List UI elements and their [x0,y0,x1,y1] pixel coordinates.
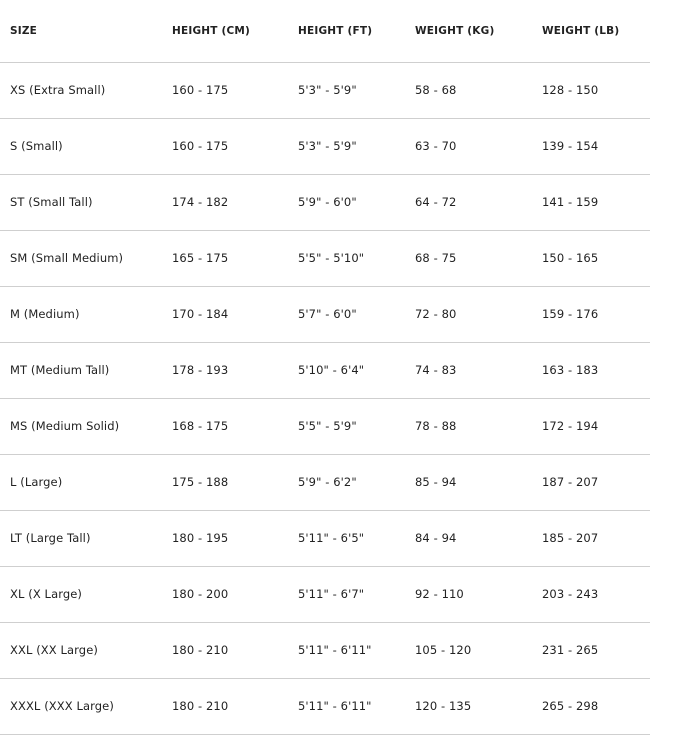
table-row [0,175,650,231]
cell-size: ST (Small Tall) [10,194,93,209]
cell-height-ft: 5'7" - 6'0" [298,306,357,321]
cell-weight-lb: 163 - 183 [542,362,599,377]
table-row [0,455,650,511]
table-row [0,511,650,567]
cell-height-cm: 180 - 210 [172,642,229,657]
cell-height-cm: 168 - 175 [172,418,229,433]
cell-size: S (Small) [10,138,63,153]
cell-weight-kg: 85 - 94 [415,474,457,489]
cell-height-ft: 5'9" - 6'0" [298,194,357,209]
table-row [0,231,650,287]
cell-height-ft: 5'11" - 6'11" [298,642,372,657]
table-row [0,679,650,735]
cell-height-ft: 5'11" - 6'11" [298,698,372,713]
cell-height-cm: 165 - 175 [172,250,229,265]
cell-weight-kg: 84 - 94 [415,530,457,545]
cell-height-cm: 174 - 182 [172,194,229,209]
cell-size: L (Large) [10,474,63,489]
cell-height-ft: 5'5" - 5'9" [298,418,357,433]
cell-height-cm: 175 - 188 [172,474,229,489]
cell-weight-kg: 78 - 88 [415,418,457,433]
cell-height-cm: 178 - 193 [172,362,229,377]
cell-height-ft: 5'3" - 5'9" [298,138,357,153]
cell-height-ft: 5'11" - 6'7" [298,586,365,601]
cell-weight-lb: 141 - 159 [542,194,599,209]
cell-height-cm: 180 - 195 [172,530,229,545]
cell-weight-kg: 105 - 120 [415,642,472,657]
cell-height-ft: 5'11" - 6'5" [298,530,365,545]
cell-weight-kg: 58 - 68 [415,82,457,97]
cell-weight-lb: 172 - 194 [542,418,599,433]
cell-weight-lb: 150 - 165 [542,250,599,265]
cell-size: XS (Extra Small) [10,82,106,97]
cell-size: MS (Medium Solid) [10,418,120,433]
header-weight-kg: WEIGHT (KG) [415,24,495,37]
cell-size: M (Medium) [10,306,80,321]
table-row [0,63,650,119]
cell-height-cm: 160 - 175 [172,82,229,97]
header-weight-lb: WEIGHT (LB) [542,24,620,37]
cell-weight-lb: 231 - 265 [542,642,599,657]
cell-weight-lb: 139 - 154 [542,138,599,153]
cell-height-ft: 5'3" - 5'9" [298,82,357,97]
table-row [0,343,650,399]
header-size: SIZE [10,24,38,37]
cell-height-cm: 160 - 175 [172,138,229,153]
cell-weight-kg: 120 - 135 [415,698,472,713]
cell-height-ft: 5'5" - 5'10" [298,250,365,265]
table-row [0,567,650,623]
cell-size: XXXL (XXX Large) [10,698,114,713]
cell-weight-kg: 92 - 110 [415,586,464,601]
cell-size: MT (Medium Tall) [10,362,110,377]
cell-height-cm: 180 - 210 [172,698,229,713]
cell-weight-kg: 72 - 80 [415,306,457,321]
header-height-cm: HEIGHT (CM) [172,24,251,37]
cell-weight-kg: 74 - 83 [415,362,457,377]
cell-weight-kg: 63 - 70 [415,138,457,153]
cell-weight-kg: 64 - 72 [415,194,457,209]
cell-weight-kg: 68 - 75 [415,250,457,265]
table-row [0,399,650,455]
cell-weight-lb: 203 - 243 [542,586,599,601]
cell-size: XL (X Large) [10,586,83,601]
table-row [0,119,650,175]
cell-height-ft: 5'9" - 6'2" [298,474,357,489]
table-header-row [0,0,650,63]
cell-weight-lb: 265 - 298 [542,698,599,713]
cell-weight-lb: 187 - 207 [542,474,599,489]
cell-size: XXL (XX Large) [10,642,98,657]
cell-height-ft: 5'10" - 6'4" [298,362,365,377]
cell-size: SM (Small Medium) [10,250,124,265]
cell-weight-lb: 128 - 150 [542,82,599,97]
cell-weight-lb: 185 - 207 [542,530,599,545]
cell-size: LT (Large Tall) [10,530,91,545]
table-body [0,63,650,735]
cell-weight-lb: 159 - 176 [542,306,599,321]
table-row [0,287,650,343]
cell-height-cm: 180 - 200 [172,586,229,601]
header-height-ft: HEIGHT (FT) [298,24,373,37]
cell-height-cm: 170 - 184 [172,306,229,321]
table-row [0,623,650,679]
